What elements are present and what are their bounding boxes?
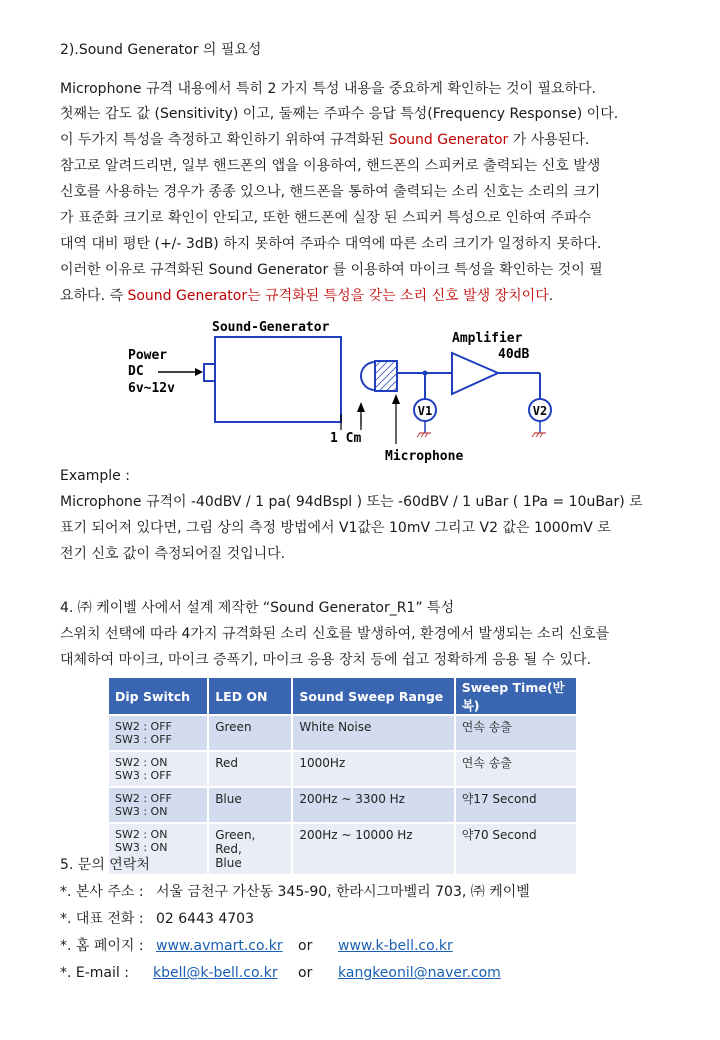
home-or: or	[298, 938, 313, 954]
cell-time: 약70 Second	[455, 823, 576, 874]
amplifier-triangle	[452, 353, 498, 394]
header-dip-switch: Dip Switch	[109, 678, 208, 715]
v1-label: V1	[417, 404, 433, 418]
cell-dip: SW2 : ON SW3 : OFF	[109, 751, 208, 787]
example-label: Example :	[60, 468, 130, 484]
table-row	[109, 751, 576, 787]
table-row	[109, 823, 576, 874]
section2-line-1: Microphone 규격 내용에서 특히 2 가지 특성 내용을 중요하게 확인하는 것이 필요하다.	[60, 81, 596, 97]
phone-label: *. 대표 전화 :	[60, 911, 144, 927]
table-header-row	[109, 678, 576, 715]
section2-line-4: 참고로 알려드리면, 일부 핸드폰의 앱을 이용하여, 핸드폰의 스피커로 출력되는 신호 발생	[60, 158, 601, 174]
line9-pre: 요하다. 즉	[60, 288, 128, 304]
microphone-capsule	[361, 362, 375, 390]
header-sweep-range: Sound Sweep Range	[292, 678, 454, 715]
line3-red-highlight: Sound Generator	[388, 132, 509, 148]
header-sweep-time: Sweep Time(반복)	[455, 678, 576, 715]
contact-address	[60, 882, 680, 902]
sound-generator-box	[215, 337, 341, 422]
section2-line-9	[60, 286, 553, 306]
dc-connector	[204, 364, 215, 381]
address-value: 서울 금천구 가산동 345-90, 한라시그마벨리 703, ㈜ 케이벨	[156, 884, 530, 900]
phone-value: 02 6443 4703	[156, 911, 254, 927]
power-label: Power	[128, 348, 168, 363]
section2-line-8: 이러한 이유로 규격화된 Sound Generator 를 이용하여 마이크 특성을 확인하는 것이 필	[60, 262, 603, 278]
cell-time: 약17 Second	[455, 787, 576, 823]
dc-label: DC	[128, 364, 144, 379]
line3-pre: 이 두가지 특성을 측정하고 확인하기 위하여 규격화된	[60, 132, 389, 148]
v2-label: V2	[532, 404, 548, 418]
cell-dip: SW2 : OFF SW3 : ON	[109, 787, 208, 823]
sound-generator-spec-table	[109, 678, 576, 874]
microphone-label: Microphone	[385, 449, 464, 464]
distance-arrow-head	[357, 402, 365, 412]
line9-red-highlight: Sound Generator는 규격화된 특성을 갖는 소리 신호 발생 장치이다	[127, 288, 549, 304]
contact-phone	[60, 909, 680, 929]
homepage-link-kbell[interactable]: www.k-bell.co.kr	[338, 938, 453, 954]
cell-led: Red	[208, 751, 292, 787]
cell-led: Blue	[208, 787, 292, 823]
cell-range: 200Hz ~ 10000 Hz	[292, 823, 454, 874]
section5-heading: 5. 문의 연락처	[60, 857, 150, 873]
home-label: *. 홈 페이지 :	[60, 938, 144, 954]
contact-email	[60, 963, 680, 983]
cell-dip: SW2 : ON SW3 : ON	[109, 823, 208, 874]
example-line-3: 전기 신호 값이 측정되어질 것입니다.	[60, 546, 286, 562]
distance-label: 1 Cm	[330, 431, 362, 446]
microphone-body	[375, 361, 397, 391]
voltage-label: 6v~12v	[128, 381, 175, 396]
email-label: *. E-mail :	[60, 965, 129, 981]
table-row	[109, 787, 576, 823]
gain-label: 40dB	[498, 347, 530, 362]
example-line-1: Microphone 규격이 -40dBV / 1 pa( 94dBspl ) 또는 -60dBV / 1 uBar ( 1Pa = 10uBar) 로	[60, 494, 643, 510]
section2-line-6: 가 표준화 크기로 확인이 안되고, 또한 핸드폰에 실장 된 스피커 특성으로 인하여 주파수	[60, 210, 592, 226]
cell-led: Green, Red, Blue	[208, 823, 292, 874]
homepage-link-avmart[interactable]: www.avmart.co.kr	[156, 938, 283, 954]
section4-heading: 4. ㈜ 케이벨 사에서 설계 제작한 “Sound Generator_R1” 특성	[60, 600, 455, 616]
table-row	[109, 715, 576, 751]
amplifier-label: Amplifier	[452, 331, 523, 346]
section2-line-3	[60, 130, 589, 150]
cell-dip: SW2 : OFF SW3 : OFF	[109, 715, 208, 751]
cell-time: 연속 송출	[455, 751, 576, 787]
address-label: *. 본사 주소 :	[60, 884, 144, 900]
email-or: or	[298, 965, 313, 981]
cell-led: Green	[208, 715, 292, 751]
line3-post: 가 사용된다.	[508, 132, 590, 148]
cell-time: 연속 송출	[455, 715, 576, 751]
example-line-2: 표기 되어져 있다면, 그림 상의 측정 방법에서 V1값은 10mV 그리고 V2 값은 1000mV 로	[60, 520, 611, 536]
cell-range: White Noise	[292, 715, 454, 751]
cell-range: 1000Hz	[292, 751, 454, 787]
mic-pointer-head	[392, 394, 400, 404]
contact-homepage	[60, 936, 680, 956]
measurement-diagram	[100, 316, 580, 468]
section2-line-2: 첫째는 감도 값 (Sensitivity) 이고, 둘째는 주파수 응답 특성(Frequency Response) 이다.	[60, 106, 619, 122]
section4-line-2: 대체하여 마이크, 마이크 증폭기, 마이크 응용 장치 등에 쉽고 정확하게 응용 될 수 있다.	[60, 652, 592, 668]
section4-line-1: 스위치 선택에 따라 4가지 규격화된 소리 신호를 발생하여, 환경에서 발생되는 소리 신호를	[60, 626, 610, 642]
cell-range: 200Hz ~ 3300 Hz	[292, 787, 454, 823]
diagram-box-label: Sound-Generator	[212, 320, 330, 335]
section2-line-7: 대역 대비 평탄 (+/- 3dB) 하지 못하여 주파수 대역에 따른 소리 크기가 일정하지 못하다.	[60, 236, 602, 252]
header-led-on: LED ON	[208, 678, 292, 715]
section2-heading: 2).Sound Generator 의 필요성	[60, 42, 262, 58]
email-link-kbell[interactable]: kbell@k-bell.co.kr	[153, 965, 278, 981]
line9-post: .	[548, 288, 554, 304]
email-link-naver[interactable]: kangkeonil@naver.com	[338, 965, 501, 981]
section2-line-5: 신호를 사용하는 경우가 종종 있으나, 핸드폰을 통하여 출력되는 소리 신호는 소리의 크기	[60, 184, 601, 200]
power-arrow-head	[195, 368, 203, 376]
